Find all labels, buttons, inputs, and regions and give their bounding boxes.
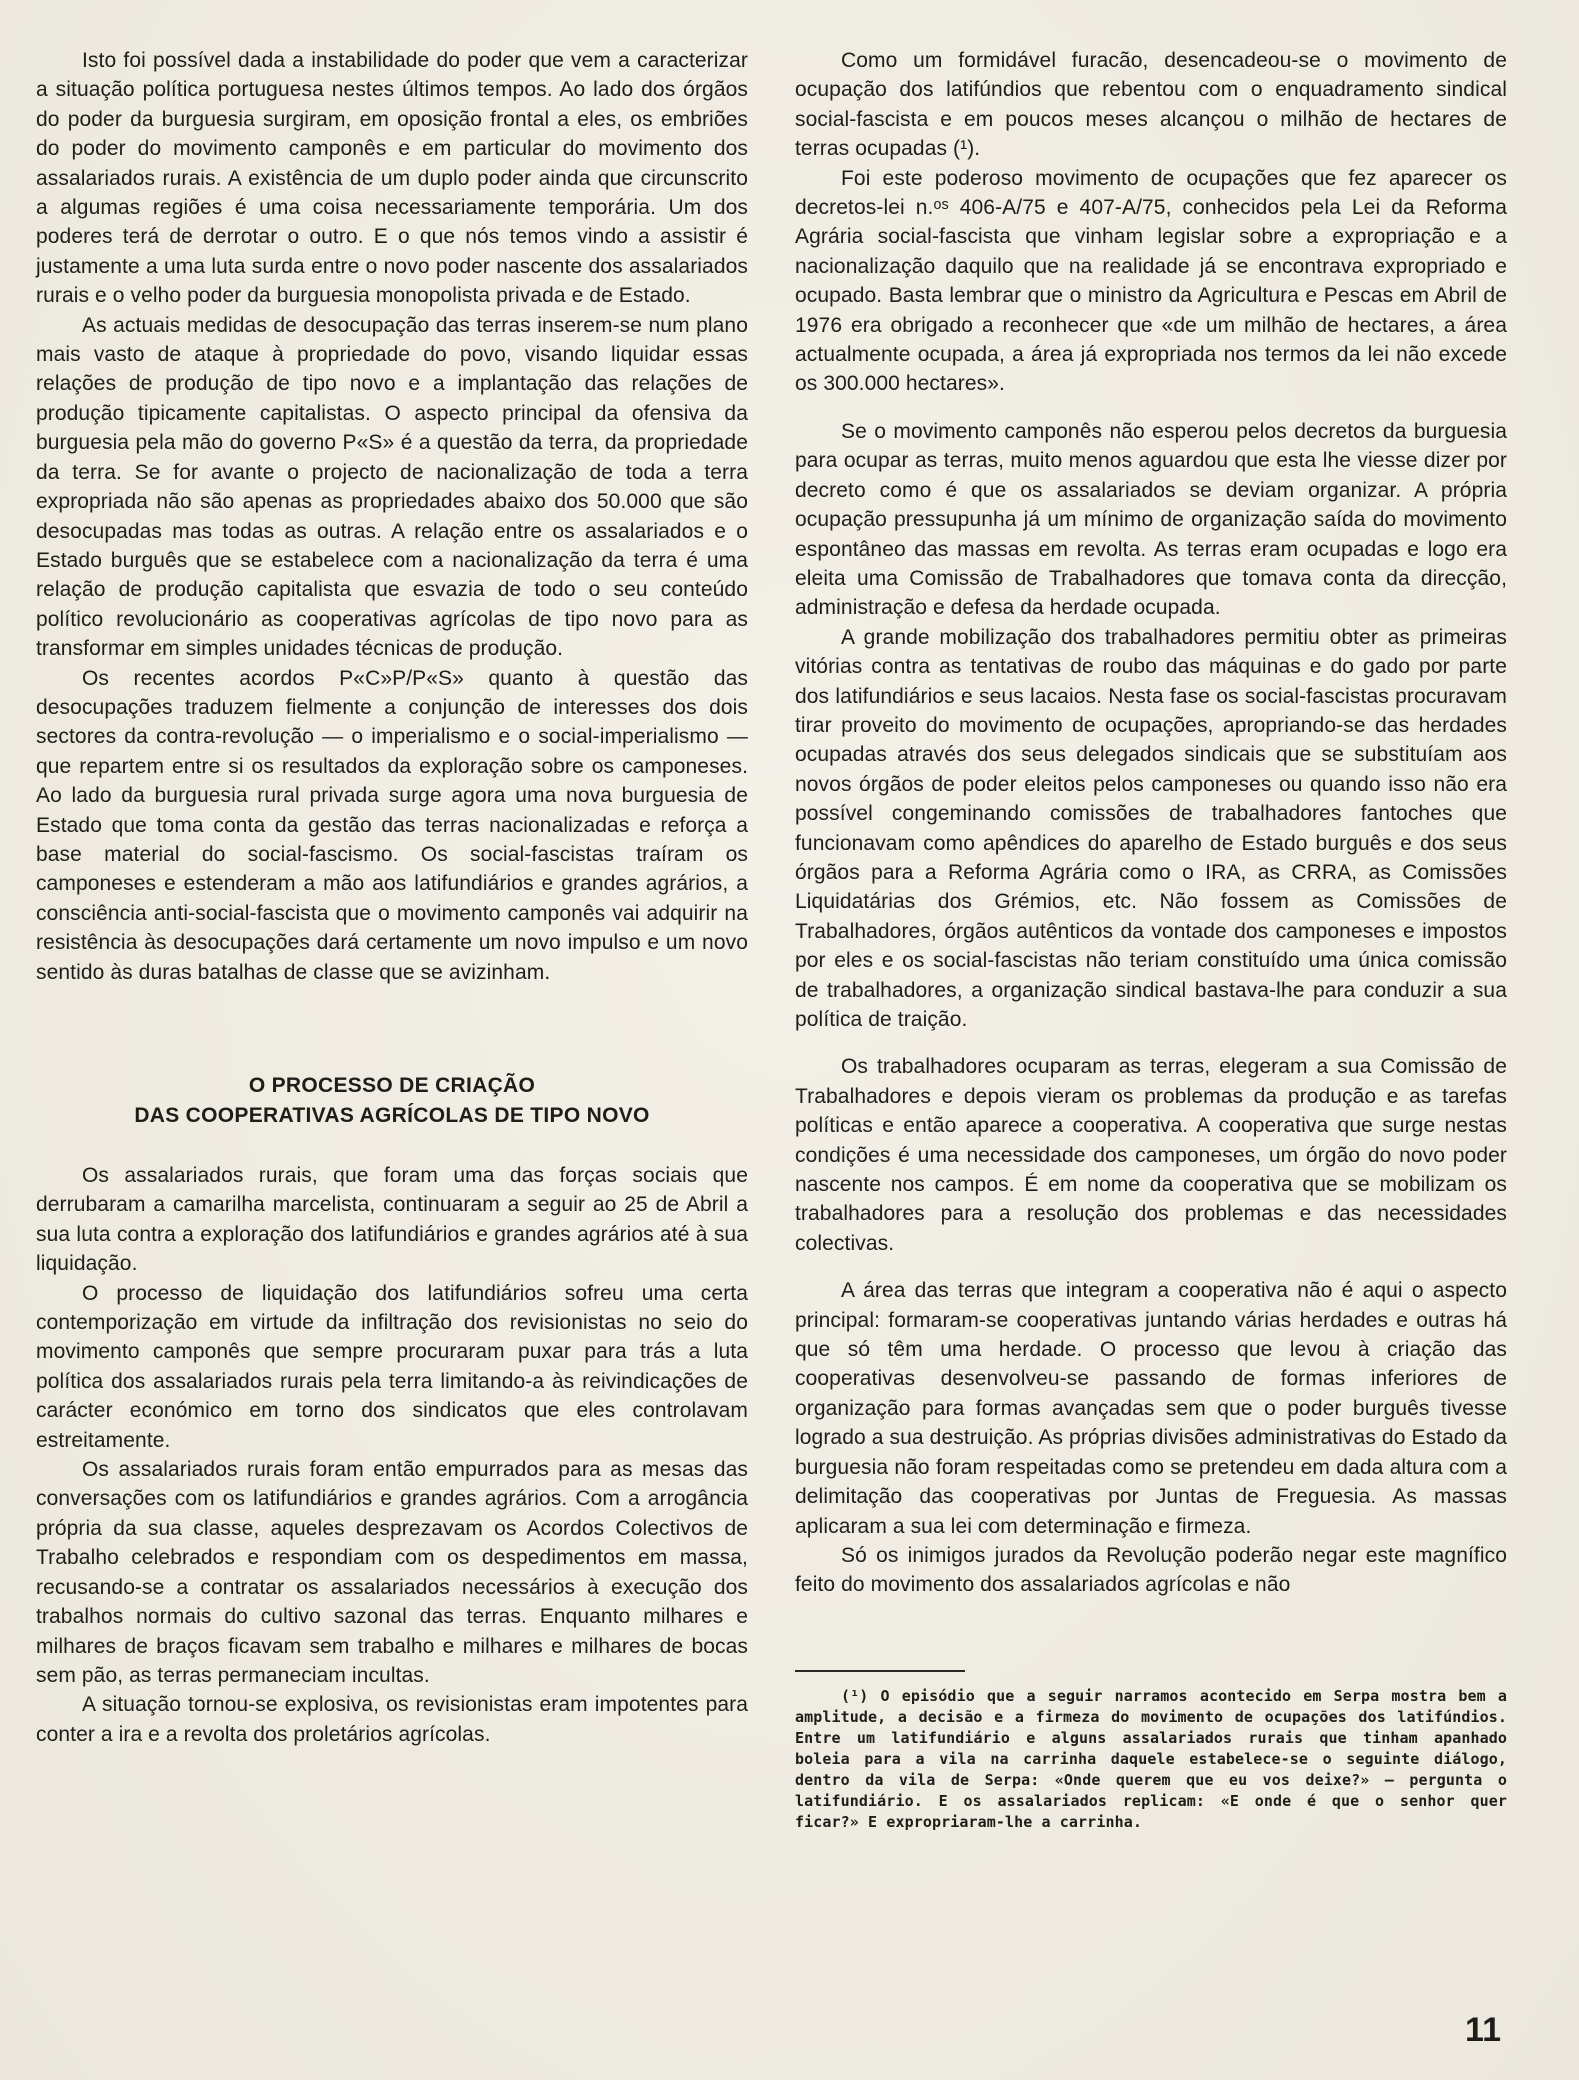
- paragraph: Isto foi possível dada a instabilidade do poder que vem a caracterizar a situação política portuguesa nestes últimos tempos. Ao lado dos órgãos do poder da burguesia surgiram, em oposição frontal a eles, os embriões do poder do movimento camponês e em particular do movimento dos assalariados rurais. A existência de um duplo poder ainda que circunscrito a algumas regiões é uma coisa necessariamente temporária. Um dos poderes terá de derrotar o outro. E o que nós temos vindo a assistir é justamente a uma luta surda entre o novo poder nascente dos assalariados rurais e o velho poder da burguesia monopolista privada e de Estado.: [36, 49, 748, 308]
- paragraph: O processo de liquidação dos latifundiários sofreu uma certa contemporização em virtude da infiltração dos revisionistas no seio do movimento camponês que sempre procuraram puxar para trás a luta política dos assalariados rurais pela terra limitando-a às reivindicações de carácter económico em torno dos sindicatos que eles controlavam estreitamente.: [36, 1281, 748, 1452]
- paragraph: As actuais medidas de desocupação das terras inserem-se num plano mais vasto de ataque à propriedade do povo, visando liquidar essas relações de produção de tipo novo e a implantação das relações de produção tipicamente capitalistas. O aspecto principal da ofensiva da burguesia pela mão do governo P«S» é a questão da terra, da propriedade da terra. Se for avante o projecto de nacionalização de toda a terra expropriada não são apenas as propriedades abaixo dos 50.000 que são desocupadas mas todas as outras. A relação entre os assalariados e o Estado burguês que se estabelece com a nacionalização da terra é uma relação de produção capitalista que esvazia de todo o seu conteúdo político revolucionário as cooperativas agrícolas de tipo novo para as transformar em simples unidades técnicas de produção.: [36, 313, 748, 661]
- paragraph: Se o movimento camponês não esperou pelos decretos da burguesia para ocupar as terras, muito menos aguardou que esta lhe viesse dizer por decreto como é que os assalariados se deviam organizar. A própria ocupação pressupunha já um mínimo de organização saída do movimento espontâneo das massas em revolta. As terras eram ocupadas e logo era eleita uma Comissão de Trabalhadores que tomava conta da direcção, administração e defesa da herdade ocupada.: [795, 419, 1507, 620]
- page-number: 11: [1465, 2011, 1501, 2049]
- paragraph: Os recentes acordos P«C»P/P«S» quanto à questão das desocupações traduzem fielmente a conjunção de interesses dos dois sectores da contra-revolução — o imperialismo e o social-imperialismo — que repartem entre si os resultados da exploração sobre os camponeses. Ao lado da burguesia rural privada surge agora uma nova burguesia de Estado que toma conta da gestão das terras nacionalizadas e reforça a base material do social-fascismo. Os social-fascistas traíram os camponeses e estenderam a mão aos latifundiários e grandes agrários, a consciência anti-social-fascista que o movimento camponês vai adquirir na resistência às desocupações dará certamente um novo impulso e um novo sentido às duras batalhas de classe que se avizinham.: [36, 666, 748, 984]
- left-column: [36, 46, 748, 1749]
- footnote: (¹) O episódio que a seguir narramos acontecido em Serpa mostra bem a amplitude, a decisão e a firmeza do movimento de ocupações dos latifúndios. Entre um latifundiário e alguns assalariados rurais que tinham apanhado boleia para a vila na carrinha daquele estabelece-se o seguinte diálogo, dentro da vila de Serpa: «Onde querem que eu vos deixe?» — pergunta o latifundiário. E os assalariados replicam: «E onde é que o senhor quer ficar?» E expropriaram-lhe a carrinha.: [795, 1686, 1507, 1831]
- paragraph: A grande mobilização dos trabalhadores permitiu obter as primeiras vitórias contra as tentativas de roubo das máquinas e do gado por parte dos latifundiários e seus lacaios. Nesta fase os social-fascistas procuravam tirar proveito do movimento de ocupações, apropriando-se das herdades ocupadas através dos seus delegados sindicais que se substituíam aos novos órgãos de poder eleitos pelos camponeses ou quando isso não era possível congeminando comissões de trabalhadores fantoches que funcionavam como apêndices do aparelho de Estado burguês e dos seus órgãos para a Reforma Agrária como o IRA, as CRRA, as Comissões Liquidatárias dos Grémios, etc. Não fossem as Comissões de Trabalhadores, órgãos autênticos da vontade dos camponeses e impostos por eles e os social-fascistas não teriam constituído uma única comissão de trabalhadores, a organização sindical bastava-lhe para conduzir a sua política de traição.: [795, 625, 1507, 1031]
- right-column: [795, 46, 1507, 1833]
- paragraph: A situação tornou-se explosiva, os revisionistas eram impotentes para conter a ira e a revolta dos proletários agrícolas.: [36, 1693, 748, 1746]
- footnote-divider: [795, 1670, 965, 1672]
- paragraph: Só os inimigos jurados da Revolução poderão negar este magnífico feito do movimento dos assalariados agrícolas e não: [795, 1543, 1507, 1597]
- paragraph: Os assalariados rurais, que foram uma das forças sociais que derrubaram a camarilha marcelista, continuaram a seguir ao 25 de Abril a sua luta contra a exploração dos latifundiários e grandes agrários até à sua liquidação.: [36, 1164, 748, 1276]
- paragraph: Como um formidável furacão, desencadeou-se o movimento de ocupação dos latifúndios que rebentou com o enquadramento sindical social-fascista e em poucos meses alcançou o milhão de hectares de terras ocupadas (¹).: [795, 49, 1507, 161]
- paragraph: Os trabalhadores ocuparam as terras, elegeram a sua Comissão de Trabalhadores e depois vieram os problemas da produção e as tarefas políticas e então aparece a cooperativa. A cooperativa que surge nestas condições é uma necessidade dos camponeses, um órgão do novo poder nascente nos campos. É em nome da cooperativa que se mobilizam os trabalhadores para a resolução dos problemas e das necessidades colectivas.: [795, 1055, 1507, 1255]
- paragraph: A área das terras que integram a cooperativa não é aqui o aspecto principal: formaram-se cooperativas juntando várias herdades e outras há que só têm uma herdade. O processo que levou à criação das cooperativas desenvolveu-se passando de formas inferiores de organização para formas avançadas sem que o poder burguês tivesse logrado a sua destruição. As próprias divisões administrativas do Estado da burguesia não foram respeitadas como se pretendeu em dada altura com a delimitação das cooperativas por Juntas de Freguesia. As massas aplicaram a sua lei com determinação e firmeza.: [795, 1279, 1507, 1538]
- section-heading-line: O PROCESSO DE CRIAÇÃO: [248, 1074, 536, 1097]
- section-heading: [36, 1071, 748, 1131]
- paragraph: Foi este poderoso movimento de ocupações que fez aparecer os decretos-lei n.ᵒˢ 406-A/75 e 407-A/75, conhecidos pela Lei da Reforma Agrária social-fascista que vinham legislar sobre a expropriação e a nacionalização daquilo que na realidade já se encontrava expropriado e ocupado. Basta lembrar que o ministro da Agricultura e Pescas em Abril de 1976 era obrigado a reconhecer que «de um milhão de hectares, a área actualmente ocupada, a área já expropriada nos termos da lei não excede os 300.000 hectares».: [795, 166, 1507, 396]
- section-heading-line: DAS COOPERATIVAS AGRÍCOLAS DE TIPO NOVO: [134, 1104, 650, 1127]
- paragraph: Os assalariados rurais foram então empurrados para as mesas das conversações com os latifundiários e grandes agrários. Com a arrogância própria da sua classe, aqueles desprezavam os Acordos Colectivos de Trabalho celebrados e respondiam com os despedimentos em massa, recusando-se a contratar os assalariados necessários à execução dos trabalhos normais do cultivo sazonal das terras. Enquanto milhares e milhares de braços ficavam sem trabalho e milhares e milhares de bocas sem pão, as terras permaneciam incultas.: [36, 1458, 748, 1687]
